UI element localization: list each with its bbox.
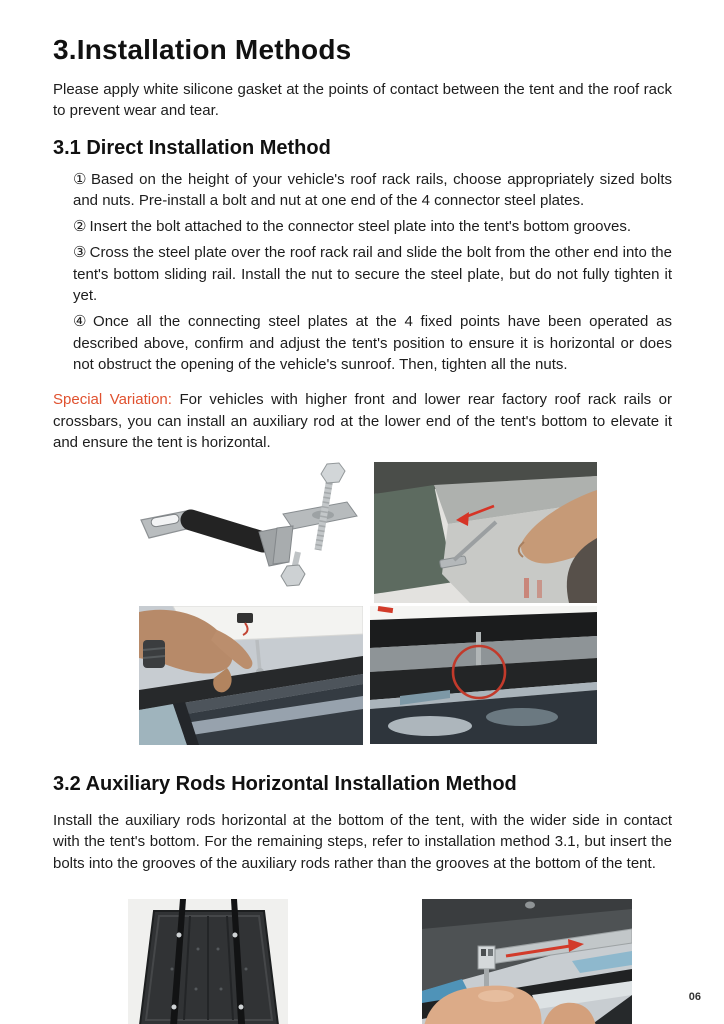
tray-illustration xyxy=(128,899,288,1024)
step-text: Insert the bolt attached to the connector steel plate into the tent's bottom grooves. xyxy=(89,218,631,236)
step-item-4 xyxy=(73,311,672,375)
figure-grid-3-1 xyxy=(137,462,597,746)
page-number: 06 xyxy=(688,991,701,1003)
bolt-photo-illustration xyxy=(370,606,597,744)
special-variation-label: Special Variation: xyxy=(53,391,172,409)
step-item-3 xyxy=(73,242,672,306)
photo-auxiliary-rods-tray xyxy=(128,899,288,1024)
figure-row-3-2 xyxy=(53,899,672,1024)
roof-rack-photo-illustration xyxy=(139,606,363,745)
section-3-1-heading: 3.1 Direct Installation Method xyxy=(53,136,331,159)
step-marker: ① xyxy=(73,170,88,188)
step-text: Based on the height of your vehicle's roof rack rails, choose appropriately sized bolts and nuts. Pre-install a bolt and nut at one end of the 4 connector steel plates. xyxy=(73,170,672,209)
page-title: 3.Installation Methods xyxy=(53,34,352,65)
watch-illustration xyxy=(143,640,165,668)
bracket-illustration xyxy=(137,462,372,605)
section-3-2-paragraph: Install the auxiliary rods horizontal at the bottom of the tent, with the wider side in contact with the tent's bottom. For the remaining steps, refer to installation method 3.1, but insert the bolts into the grooves of the auxiliary rods rather than the grooves at the bottom of the tent. xyxy=(53,812,672,872)
step-list xyxy=(53,169,672,376)
section-3-2-heading: 3.2 Auxiliary Rods Horizontal Installation Method xyxy=(53,773,517,796)
step-marker: ③ xyxy=(73,244,87,262)
rail-photo-illustration xyxy=(422,899,632,1024)
install-photo-illustration xyxy=(374,462,597,603)
photo-hand-roof-rack xyxy=(139,606,363,745)
photo-bolt-red-circle xyxy=(370,606,597,744)
step-text: Once all the connecting steel plates at the 4 fixed points have been operated as described above, confirm and adjust the tent's position to ensure it is horizontal or does not obstruct the opening of the vehicle's sunroof. Then, tighten all the nuts. xyxy=(73,313,672,373)
intro-paragraph: Please apply white silicone gasket at the points of contact between the tent and the roof rack to prevent wear and tear. xyxy=(53,81,672,120)
step-item-1 xyxy=(73,169,672,212)
photo-rail-install xyxy=(422,899,632,1024)
connector-steel-plate-photo xyxy=(137,462,372,605)
step-item-2 xyxy=(73,216,672,237)
photo-tent-underside-install xyxy=(374,462,597,603)
special-variation-paragraph xyxy=(53,389,672,453)
step-marker: ② xyxy=(73,218,87,236)
special-variation-text: For vehicles with higher front and lower rear factory roof rack rails or crossbars, you can install an auxiliary rod at the lower end of the tent's bottom to elevate it and ensure the tent is horizontal. xyxy=(53,391,673,451)
step-marker: ④ xyxy=(73,313,91,331)
step-text: Cross the steel plate over the roof rack rail and slide the bolt from the other end into the tent's bottom sliding rail. Install the nut to secure the steel plate, but do not fully tighten it yet. xyxy=(73,244,672,305)
